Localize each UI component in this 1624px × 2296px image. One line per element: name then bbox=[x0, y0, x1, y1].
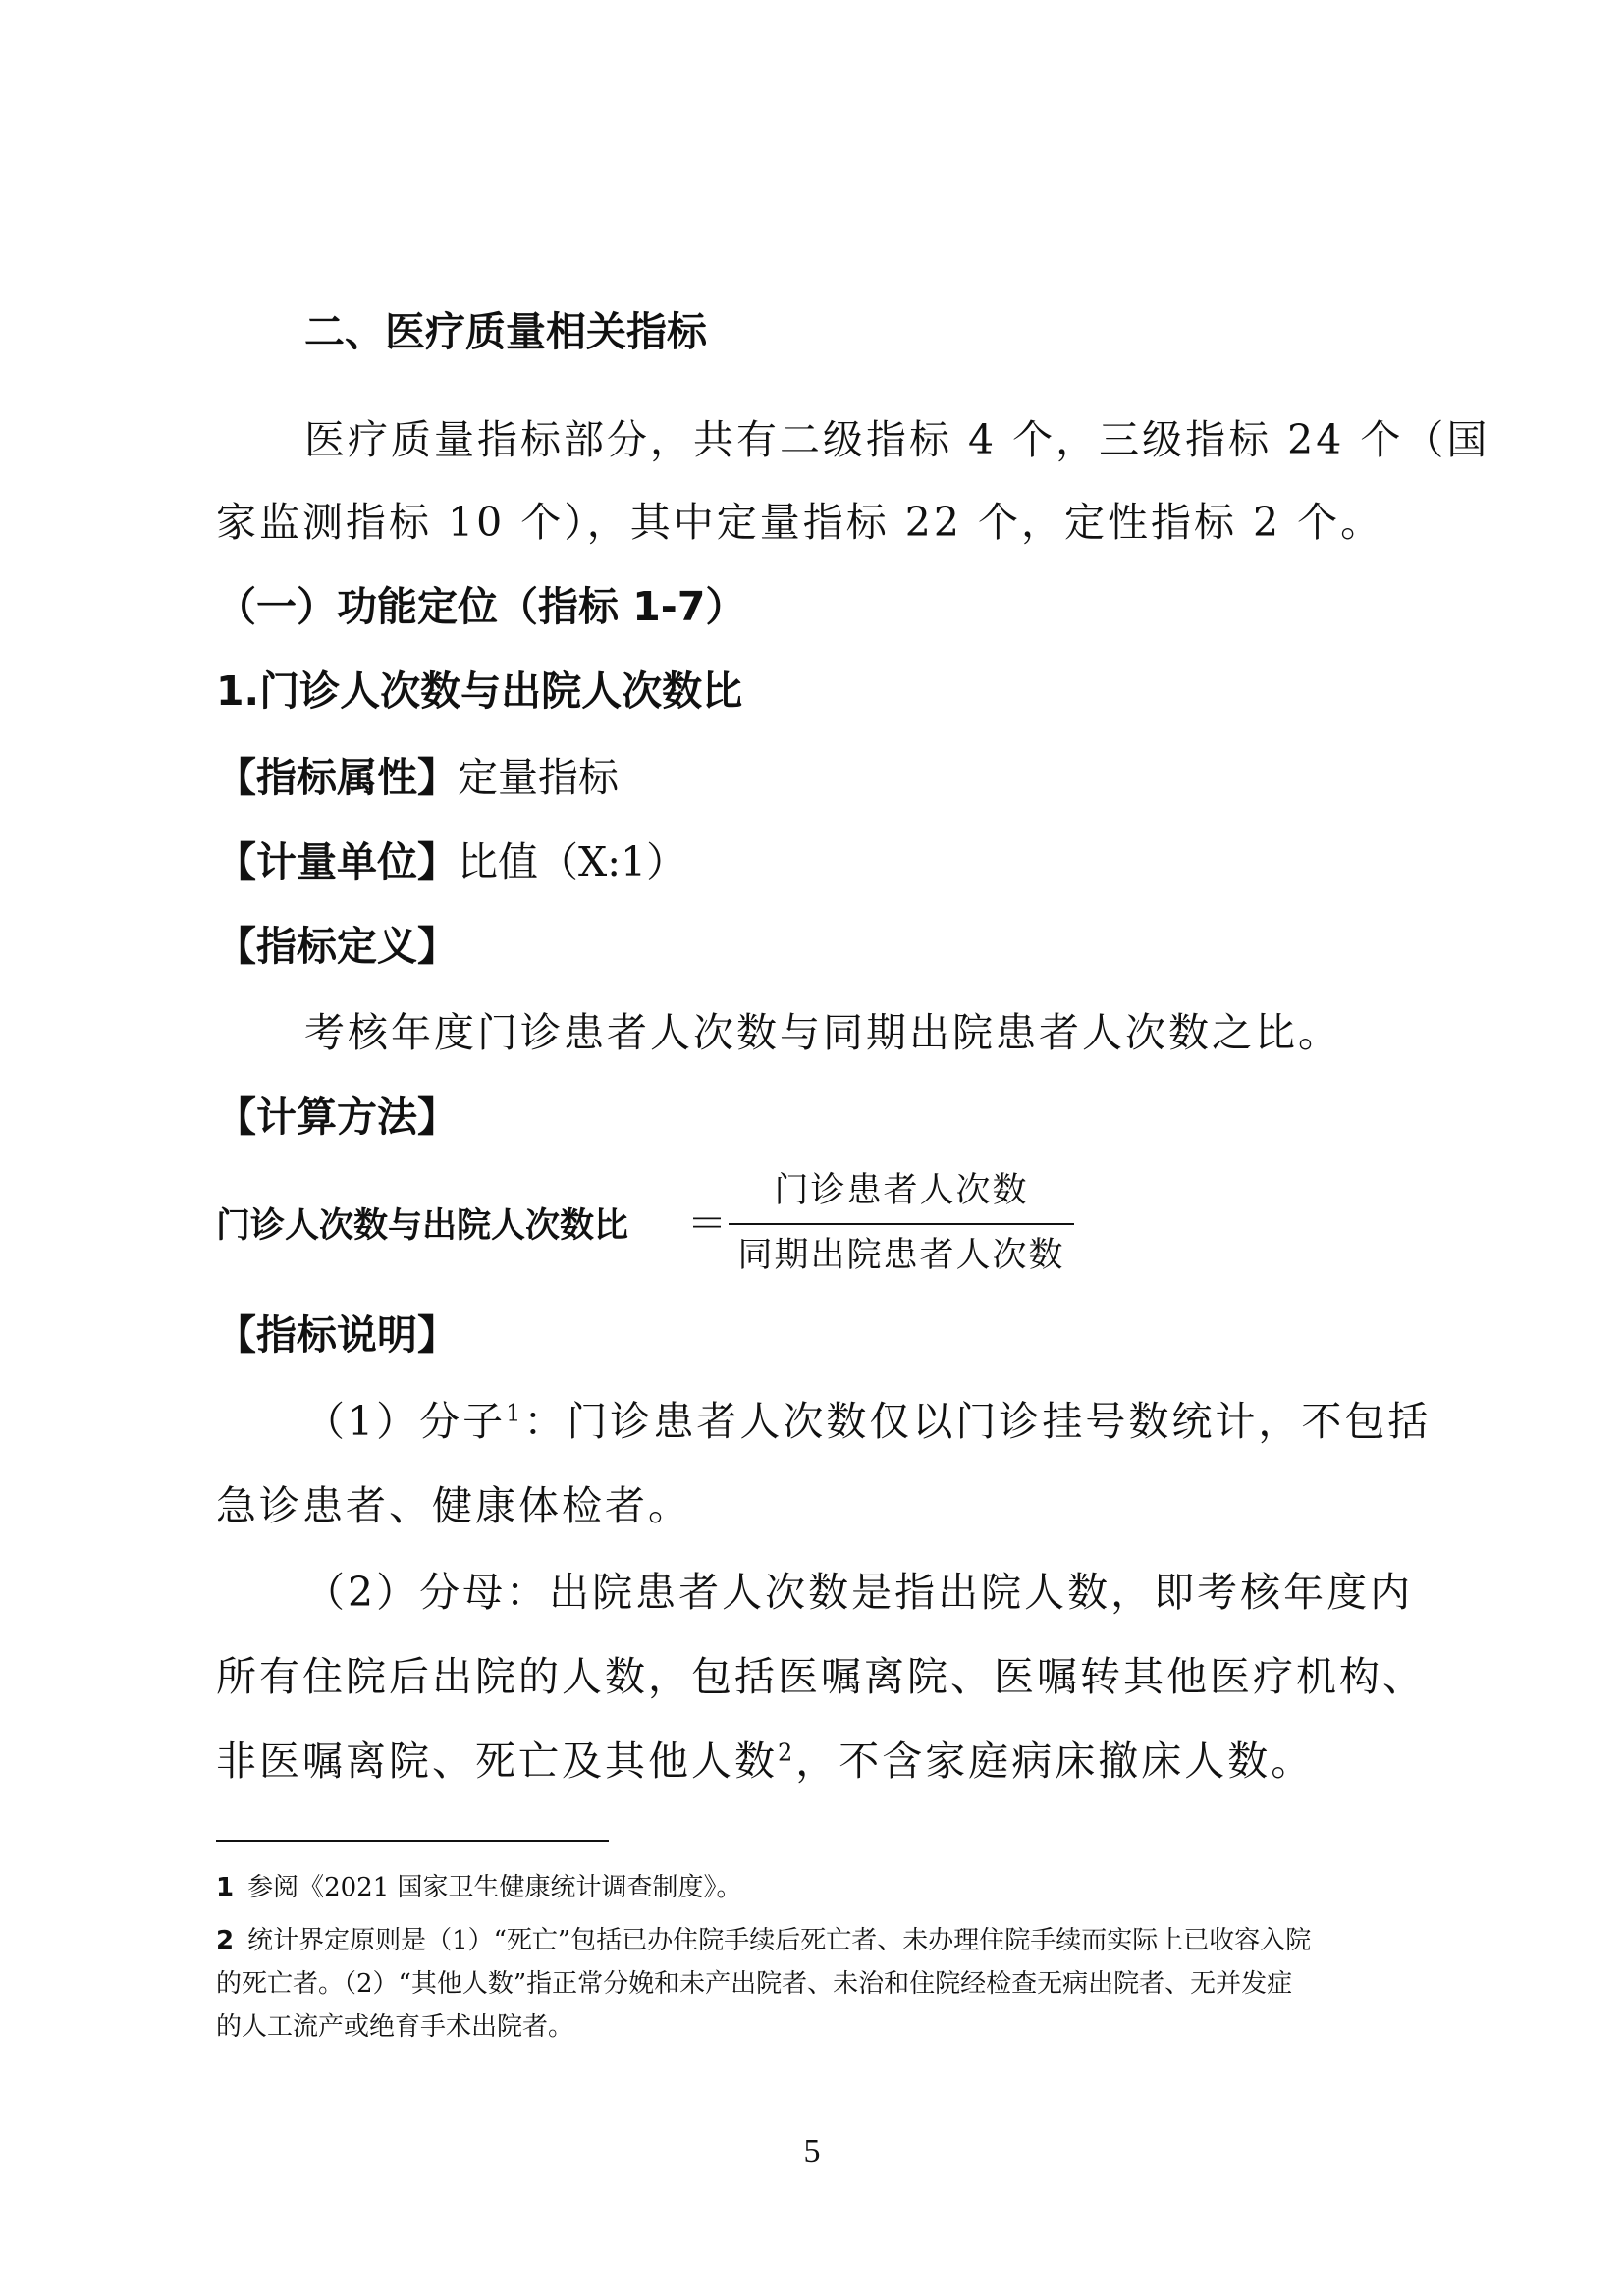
unit-label: 【计量单位】 bbox=[216, 838, 458, 885]
intro-line-1: 医疗质量指标部分，共有二级指标 4 个，三级指标 24 个（国 bbox=[304, 416, 1490, 463]
formula-lhs: 门诊人次数与出院人次数比 bbox=[216, 1206, 629, 1246]
definition-text: 考核年度门诊患者人次数与同期出院患者人次数之比。 bbox=[304, 1009, 1341, 1056]
attribute-value: 定量指标 bbox=[458, 754, 619, 801]
explanation-p2-line-3 bbox=[216, 1732, 1314, 1790]
p2-line3-end: ，不含家庭病床撤床人数。 bbox=[795, 1737, 1315, 1785]
footnote-number: 1 bbox=[216, 1873, 235, 1902]
unit-row bbox=[216, 832, 686, 891]
p1-prefix: （1）分子 bbox=[304, 1398, 507, 1445]
footnote-text: 统计界定原则是（1）“死亡”包括已办住院手续后死亡者、未办理住院手续而实际上已收容入院 bbox=[247, 1926, 1312, 1955]
unit-value: 比值（X:1） bbox=[458, 838, 687, 885]
footnote-2-line-3: 的人工流产或绝育手术出院者。 bbox=[216, 2012, 574, 2042]
attribute-row bbox=[216, 748, 619, 807]
explanation-p2-line-1: （2）分母：出院患者人次数是指出院人数，即考核年度内 bbox=[304, 1569, 1414, 1616]
footnote-ref-1: 1 bbox=[506, 1399, 524, 1427]
formula bbox=[216, 1166, 1100, 1294]
formula-equals: ＝ bbox=[687, 1201, 727, 1247]
formula-denominator: 同期出院患者人次数 bbox=[737, 1236, 1065, 1275]
page-number: 5 bbox=[803, 2133, 821, 2169]
footnote-number: 2 bbox=[216, 1926, 235, 1955]
intro-line-2: 家监测指标 10 个），其中定量指标 22 个，定性指标 2 个。 bbox=[216, 499, 1384, 546]
footnote-separator bbox=[216, 1840, 609, 1842]
explanation-p1-line-2: 急诊患者、健康体检者。 bbox=[216, 1482, 691, 1529]
indicator-title: 1.门诊人次数与出院人次数比 bbox=[216, 667, 743, 715]
explanation-p2-line-2: 所有住院后出院的人数，包括医嘱离院、医嘱转其他医疗机构、 bbox=[216, 1653, 1426, 1700]
section-title: 二、医疗质量相关指标 bbox=[304, 308, 707, 355]
formula-numerator: 门诊患者人次数 bbox=[774, 1171, 1029, 1210]
attribute-label: 【指标属性】 bbox=[216, 754, 458, 801]
explanation-label: 【指标说明】 bbox=[216, 1311, 458, 1359]
footnote-text: 参阅《2021 国家卫生健康统计调查制度》。 bbox=[247, 1873, 742, 1902]
fraction-bar bbox=[729, 1223, 1074, 1225]
footnote-ref-2: 2 bbox=[778, 1738, 796, 1767]
formula-fraction bbox=[729, 1166, 1074, 1280]
subsection-title: （一）功能定位（指标 1-7） bbox=[216, 583, 746, 630]
definition-label: 【指标定义】 bbox=[216, 923, 458, 970]
p1-rest: ：门诊患者人次数仅以门诊挂号数统计，不包括 bbox=[523, 1398, 1432, 1445]
p2-line3-start: 非医嘱离院、死亡及其他人数 bbox=[216, 1737, 778, 1785]
method-label: 【计算方法】 bbox=[216, 1094, 458, 1141]
footnote-2-line-1 bbox=[216, 1920, 1311, 1961]
footnote-1 bbox=[216, 1867, 742, 1908]
footnote-2-line-2: 的死亡者。（2）“其他人数”指正常分娩和未产出院者、未治和住院经检查无病出院者、无并发症 bbox=[216, 1969, 1293, 1999]
explanation-p1-line-1 bbox=[304, 1392, 1431, 1451]
